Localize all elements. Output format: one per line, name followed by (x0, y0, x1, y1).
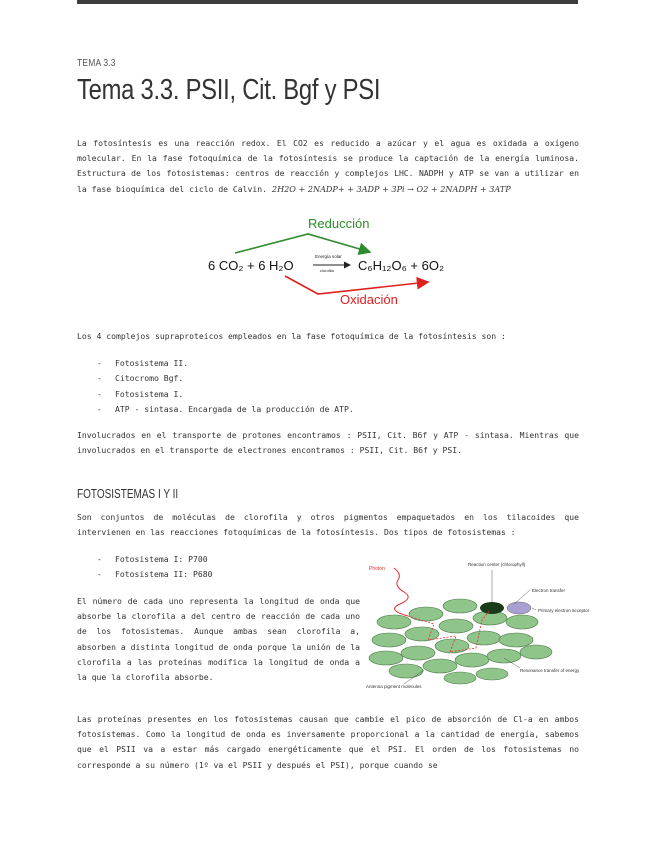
reduction-arrow (235, 234, 370, 253)
electron-transfer-label: Electron transfer (532, 588, 566, 593)
list-item: - Fotosistema II. (97, 356, 354, 371)
photosystems-list (97, 552, 212, 583)
list-item: - Fotosistema I: P700 (97, 552, 212, 567)
list-item: - Citocromo Bgf. (97, 371, 354, 386)
reaction-center (480, 602, 504, 614)
section-kicker: TEMA 3.3 (77, 58, 116, 69)
photon-label: Photon (369, 566, 385, 572)
antenna-label: Antenna pigment molecules (366, 684, 422, 689)
transport-paragraph: Involucrados en el transporte de protones encontramos : PSII, Cit. B6f y ATP - sintasa. Mientras que involucrados en el transporte de electrones encontramos : PSII, Cit. B6f y PSI. (77, 430, 579, 456)
antenna-complex-figure (364, 560, 590, 695)
primary-acceptor (507, 602, 531, 614)
wavelength-paragraph: El número de cada uno representa la longitud de onda que absorbe la clorofila a del centro de reacción de cada uno de los fotosistemas. Aunque ambas sean clorofila a, absorben a distinta longitud de onda porque la unión de la clorofila a las proteínas modifica la longitud de onda a la que la clorofila absorbe. (77, 596, 360, 683)
complexes-list (97, 356, 354, 417)
section-heading: FOTOSISTEMAS I Y II (77, 487, 179, 501)
reduction-label: Reducción (308, 216, 370, 231)
intro-paragraph (77, 136, 579, 197)
oxidation-label: Oxidación (340, 292, 398, 307)
reaction-center-label: Reaction center (chlorophyll) (468, 562, 526, 567)
photon-wave (394, 568, 408, 616)
reaction-right-side: C₆H₁₂O₆ + 6O₂ (358, 258, 445, 273)
arrow-bottom-label: clorofila (320, 268, 334, 273)
top-rule (77, 0, 578, 4)
list-item: - Fotosistema I. (97, 387, 354, 402)
complexes-intro: Los 4 complejos supraproteicos empleados en la fase fotoquímica de la fotosíntesis son : (77, 331, 506, 341)
page-title: Tema 3.3. PSII, Cit. Bgf y PSI (77, 74, 381, 106)
arrow-top-label: Energía solar (315, 254, 342, 259)
reaction-left-side: 6 CO₂ + 6 H₂O (208, 258, 294, 273)
proteins-paragraph: Las proteínas presentes en los fotosistemas causan que cambie el pico de absorción de Cl-a en ambos fotosistemas. Como la longitud de onda es inversamente proporcional a la cantidad de energía, sabemos que el PSII va a estar más cargado energéticamente que el PSI. El orden de los fotosistemas no corresponde a su número (1º va el PSII y después el PSI), porque cuando se (77, 714, 579, 770)
primary-acceptor-label: Primary electron acceptor (538, 608, 590, 613)
energy-transfer-label: Resonance transfer of energy (520, 668, 580, 673)
photosystems-intro: Son conjuntos de moléculas de clorofila y otros pigmentos empaquetados en los tilacoides que intervienen en las reacciones fotoquímicas de la fotosíntesis. Dos tipos de fotosistemas : (77, 512, 579, 538)
intro-equation: 2H2O + 2NADP+ + 3ADP + 3Pi → O2 + 2NADPH + 3ATP (271, 183, 511, 194)
list-item: - Fotosistema II: P680 (97, 567, 212, 582)
list-item: - ATP - sintasa. Encargada de la producción de ATP. (97, 402, 354, 417)
photosynthesis-reaction-figure (190, 210, 480, 315)
intro-text: La fotosíntesis es una reacción redox. El CO2 es reducido a azúcar y el agua es oxidada a oxígeno molecular. En la fase fotoquímica de la fotosíntesis se produce la captación de la energía luminosa. Estructura de los fotosistemas: centros de reacción y complejos LHC. NADPH y ATP se van a utilizar en la fase bioquímica del ciclo de Calvin. (77, 138, 579, 194)
